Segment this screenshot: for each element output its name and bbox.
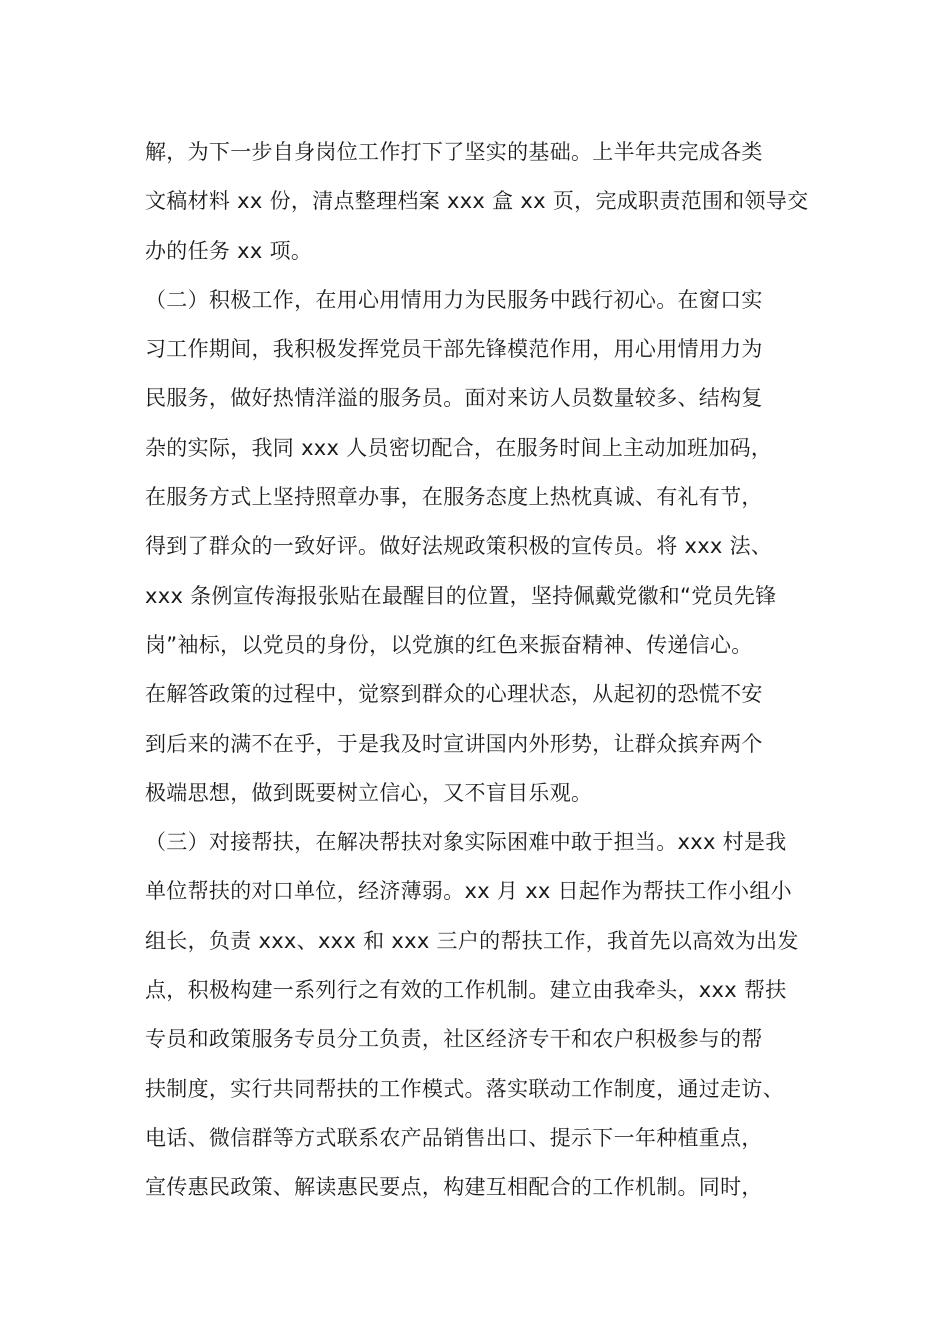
text-line: 点，积极构建一系列行之有效的工作机制。建立由我牵头，xxx 帮扶 [145, 978, 787, 1003]
text-line: 组长，负责 xxx、xxx 和 xxx 三户的帮扶工作，我首先以高效为出发 [145, 928, 799, 953]
text-line: 专员和政策服务专员分工负责，社区经济专干和农户积极参与的帮 [145, 1027, 763, 1052]
text-line: 宣传惠民政策、解读惠民要点，构建互相配合的工作机制。同时， [145, 1175, 763, 1200]
text-line: 得到了群众的一致好评。做好法规政策积极的宣传员。将 xxx 法、 [145, 534, 773, 559]
text-line: 在服务方式上坚持照章办事，在服务态度上热枕真诚、有礼有节， [145, 485, 763, 510]
text-line: 扶制度，实行共同帮扶的工作模式。落实联动工作制度，通过走访、 [145, 1076, 784, 1101]
text-line: 解，为下一步自身岗位工作打下了坚实的基础。上半年共完成各类 [145, 140, 763, 164]
text-line: 办的任务 xx 项。 [145, 238, 313, 263]
text-line: xxx 条例宣传海报张贴在最醒目的位置，坚持佩戴党徽和“党员先锋 [145, 583, 777, 608]
document-body [145, 128, 825, 1213]
text-line: 极端思想，做到既要树立信心，又不盲目乐观。 [145, 780, 593, 805]
text-line: 文稿材料 xx 份，清点整理档案 xxx 盒 xx 页，完成职责范围和领导交 [145, 189, 809, 214]
text-line: 在解答政策的过程中，觉察到群众的心理状态，从起初的恐慌不安 [145, 682, 763, 707]
text-line: 民服务，做好热情洋溢的服务员。面对来访人员数量较多、结构复 [145, 386, 763, 411]
section-heading-line: （二）积极工作，在用心用情用力为民服务中践行初心。在窗口实 [145, 287, 763, 312]
text-line: 电话、微信群等方式联系农产品销售出口、提示下一年种植重点， [145, 1125, 763, 1150]
text-line: 单位帮扶的对口单位，经济薄弱。xx 月 xx 日起作为帮扶工作小组小 [145, 879, 792, 904]
section-heading-line: （三）对接帮扶，在解决帮扶对象实际困难中敢于担当。xxx 村是我 [145, 830, 787, 855]
text-line: 杂的实际，我同 xxx 人员密切配合，在服务时间上主动加班加码， [145, 435, 773, 460]
text-line: 岗”袖标，以党员的身份，以党旗的红色来振奋精神、传递信心。 [145, 632, 753, 657]
text-line: 到后来的满不在乎，于是我及时宣讲国内外形势，让群众摈弃两个 [145, 731, 763, 756]
text-line: 习工作期间，我积极发挥党员干部先锋模范作用，用心用情用力为 [145, 337, 763, 362]
